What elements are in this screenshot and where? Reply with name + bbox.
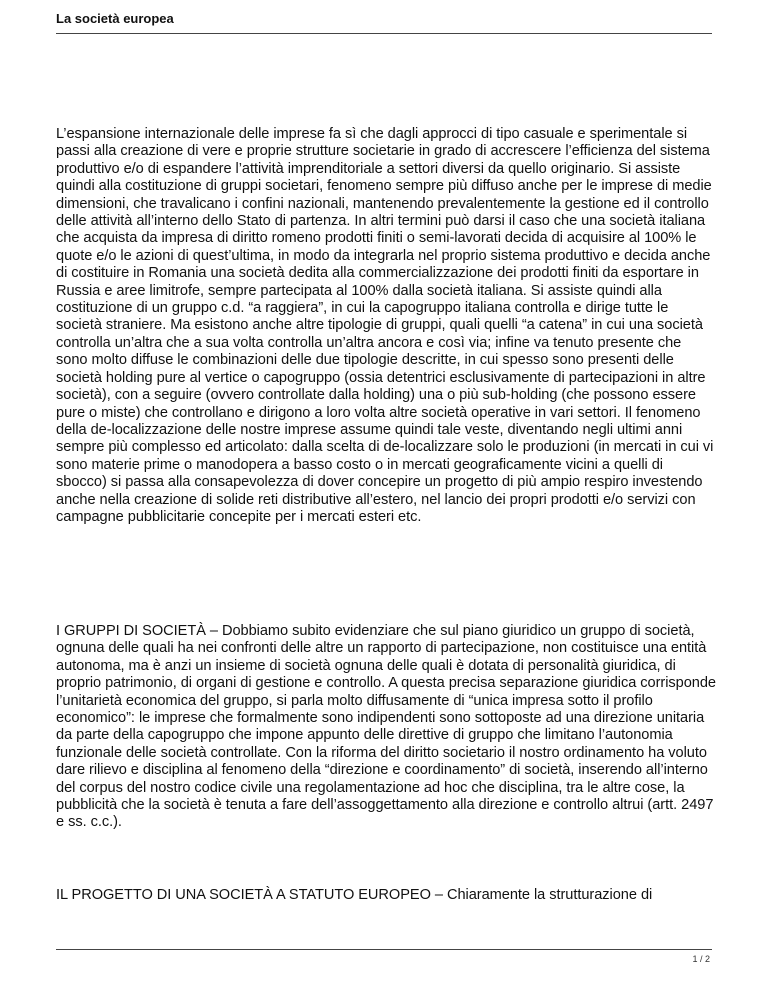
page-number: 1 / 2 (692, 954, 710, 964)
footer-divider (56, 949, 712, 950)
paragraph-progetto-societa-europea: IL PROGETTO DI UNA SOCIETÀ A STATUTO EUROPEO – Chiaramente la strutturazione di (56, 887, 653, 903)
paragraph-gruppi-di-societa: I GRUPPI DI SOCIETÀ – Dobbiamo subito evidenziare che sul piano giuridico un gruppo di società, ognuna delle quali ha nei confronti delle altre un rapporto di partecipazione, non costituisce una entità autonoma, ma è anzi un insieme di società ognuna delle quali è dotata di personalità giuridica, di proprio patrimonio, di organi di gestione e controllo. A questa precisa separazione giuridica corrisponde l’unitarietà economica del gruppo, si parla molto diffusamente di “unica impresa sotto il profilo economico”: le imprese che formalmente sono indipendenti sono sottoposte ad una direzione unitaria da parte della capogruppo che impone appunto delle direttive di gruppo che limitano l’autonomia funzionale delle società controllate. Con la riforma del diritto societario il nostro ordinamento ha voluto dare rilievo e disciplina al fenomeno della “direzione e coordinamento” di società, inserendo all’interno del corpus del nostro codice civile una regolamentazione ad hoc che disciplina, tra le altre cose, la pubblicità che la società è tenuta a fare dell’assoggettamento alla direzione e controllo altrui (artt. 2497 e ss. c.c.). (56, 623, 716, 831)
page-header-title: La società europea (56, 11, 174, 26)
paragraph-intro: L’espansione internazionale delle imprese fa sì che dagli approcci di tipo casuale e sperimentale si passi alla creazione di vere e proprie strutture societarie in grado di accrescere l’efficienza del sistema produttivo e/o di espandere l’attività imprenditoriale a settori diversi da quello originario. Si assiste quindi alla costituzione di gruppi societari, fenomeno sempre più diffuso anche per le imprese di medie dimensioni, che travalicano i confini nazionali, mantenendo prevalentemente la gestione ed il controllo delle attività all’interno dello Stato di partenza. In altri termini può darsi il caso che una società italiana che acquista da impresa di diritto romeno prodotti finiti o semi-lavorati decida di acquisire al 100% le quote e/o le azioni di quest’ultima, in modo da integrarla nel proprio sistema produttivo e decida anche di costituire in Romania una società dedita alla commercializzazione dei prodotti finiti da esportare in Russia e aree limitrofe, sempre partecipata al 100% dalla società italiana. Si assiste quindi alla costituzione di un gruppo c.d. “a raggiera”, in cui la capogruppo italiana controlla e dirige tutte le società straniere. Ma esistono anche altre tipologie di gruppi, quali quelli “a catena” in cui una società controlla un’altra che a sua volta controlla un’altra ancora e così via; infine va tenuto presente che sono molto diffuse le combinazioni delle due tipologie descritte, in cui spesso sono presenti delle società holding pure al vertice o capogruppo (ossia detentrici esclusivamente di partecipazioni in altre società), con a seguire (ovvero controllate dalla holding) una o più sub-holding (che possono essere pure o miste) che controllano e dirigono a loro volta altre società operative in vari settori. Il fenomeno della de-localizzazione delle nostre imprese assume quindi tale veste, diventando negli ultimi anni sempre più complesso ed articolato: dalla scelta di de-localizzare solo le produzioni (in mercati in cui vi sono materie prime o manodopera a basso costo o in mercati geograficamente vicini a quelli di sbocco) si passa alla consapevolezza di dover concepire un progetto di più ampio respiro investendo anche nella creazione di solide reti distributive all’estero, nel lancio dei propri prodotti e/o servizi con campagne pubblicitarie concepite per i mercati esteri etc. (56, 126, 714, 525)
header-divider (56, 33, 712, 34)
